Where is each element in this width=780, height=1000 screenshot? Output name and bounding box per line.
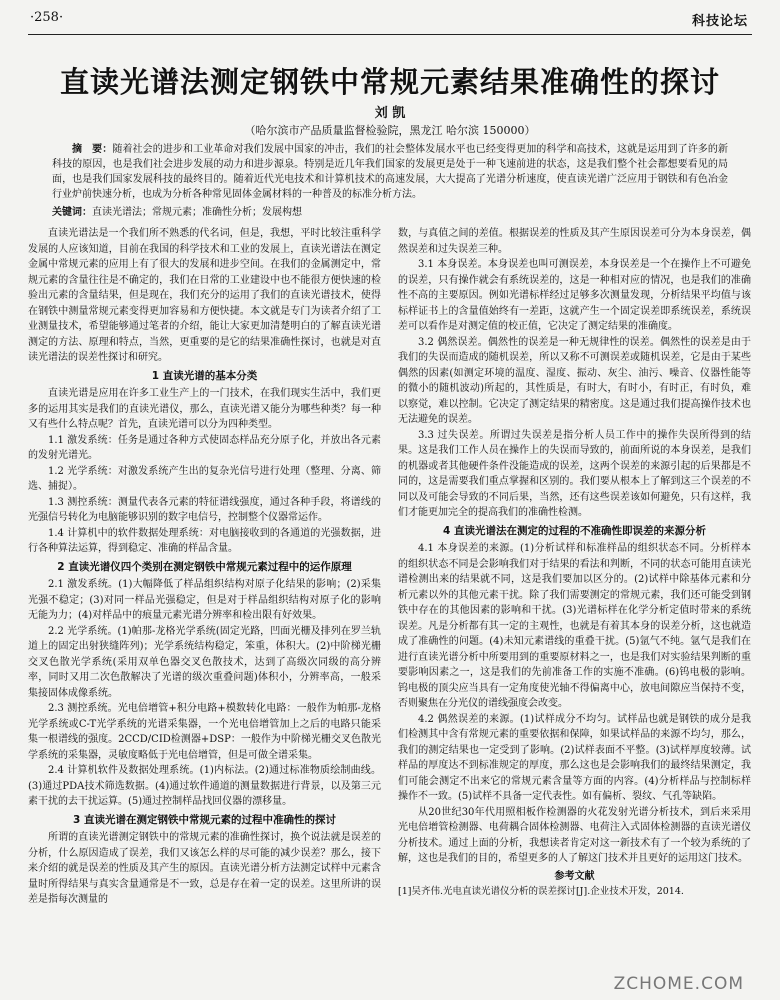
page-number: ·258· bbox=[30, 10, 64, 25]
reference-item: [1]吴齐伟.光电直读光谱仪分析的误差探讨[J].企业技术开发，2014. bbox=[398, 886, 684, 897]
body-paragraph: 数，与真值之间的差值。根据误差的性质及其产生原因误差可分为本身误差，偶然误差和过失误差三种。 bbox=[398, 228, 751, 255]
section-title: 科技论坛 bbox=[691, 14, 748, 29]
body-paragraph: 1.2 光学系统：对激发系统产生出的复杂光信号进行处理（整理、分离、筛选、捕捉）。 bbox=[28, 465, 381, 492]
body-paragraph: 1.1 激发系统：任务是通过各种方式使固态样品充分原子化，并放出各元素的发射光谱光。 bbox=[28, 434, 381, 461]
body-paragraph: 4.1 本身误差的来源。(1)分析试样和标准样品的组织状态不同。分析样本的组织状态不同是会影响我们对于结果的看法和判断，不同的状态可能用直读光谱检测出来的结果就不同，这是我们要加以区分的。(2)试样中除基体元素和分析元素以外的其他元素干扰。除了我们需要测定的常规元素，我们还可能受到钢铁中存在的其他因素的影响和干扰。(3)光谱标样在化学分析定值时带来的系统误差。凡是分析都有其一定的主观性，也就是有着其本身的误差分析，这也就造成了准确性的问题。(4)未知元素谱线的重叠干扰。(5)氩气不纯。氩气是我们在进行直读光谱分析中所要用到的重要原材料之一，也是我们对实验结果判断的重要影响因素之一，这是我们的先前准备工作的实施不准确。(6)钨电极的影响。钨电极的顶尖应当具有一定角度使光轴不得偏离中心，放电间隙应当保持不变，否则聚焦在分光仪的谱线强度会改变。 bbox=[398, 543, 751, 709]
keywords-label: 关键词： bbox=[52, 207, 92, 218]
references-heading: 参考文献 bbox=[554, 870, 595, 882]
body-paragraph: 3.1 本身误差。本身误差也叫可测误差，本身误差是一个在操作上不可避免的误差，只有操作就会有系统误差的，这是一种相对应的情况，也是我们的准确性不高的主要原因。例如光谱标样经过足够多次测量发现，分析结果平均值与该标样证书上的含量值始终有一差距，这就产生一个固定误差即系统误差，系统误差可以看作是对测定值的校正值，它决定了测定结果的准确度。 bbox=[398, 259, 751, 332]
right-column bbox=[398, 226, 751, 900]
body-paragraph: 2.4 计算机软件及数据处理系统。(1)内标法。(2)通过标准物质绘制曲线。(3)通过PDA技术筛选数据。(4)通过软件通道的测量数据进行背景，以及第三元素干扰的去干扰运算。(5)通过控制样品找回仪器的漂移量。 bbox=[28, 765, 381, 807]
section-heading: 1 直读光谱的基本分类 bbox=[151, 369, 258, 382]
body-paragraph: 所谓的直读光谱测定钢铁中的常规元素的准确性探讨，换个说法就是误差的分析，什么原因造成了误差，我们又该怎么样的尽可能的减少误差？那么，接下来介绍的就是误差的性质及其产生的原因。直读光谱分析方法测定试样中元素含量时所得结果与真实含量通常是不一致，总是存在着一定的误差。这里所讲的误差是指每次测量的 bbox=[28, 832, 381, 905]
body-paragraph: 3.3 过失误差。所谓过失误差是指分析人员工作中的操作失误所得到的结果。这是我们工作人员在操作上的失误而导致的，前面所说的本身误差，是我们的机器或者其他硬件条件没能造成的误差，这两个误差的来源引起的后果都是不同的，这是需要我们重点掌握和区别的。我们要从根本上了解到这三个误差的不同以及可能会导致的不同后果，当然，还有这些误差该如何避免，只有这样，我们才能更加完全的提高我们的准确性检测。 bbox=[398, 429, 751, 518]
abstract-text: 随着社会的进步和工业革命对我们发展中国家的冲击，我们的社会整体发展水平也已经变得更加的科学和高技术，这就是运用到了许多的新科技的原因，也是我们社会进步发展的动力和进步源泉。特别是近几年我们国家的发展更是处于一种飞速前进的状态，这是我们整个社会都想要看见的局面，也是我们国家发展科技的最终目的。随着近代光电技术和计算机技术的高速发展，大大提高了光谱分析速度，使直读光谱广泛应用于钢铁和有色冶金行业炉前快速分析，也成为分析各种常见固体金属材料的一种普及的标准分析方法。 bbox=[52, 144, 728, 200]
body-paragraph: 1.4 计算机中的软件数据处理系统：对电脑接收到的各通道的光强数据，进行各种算法运算，得到稳定、准确的样品含量。 bbox=[28, 527, 381, 554]
section-heading: 3 直读光谱在测定钢铁中常规元素的过程中准确性的探讨 bbox=[73, 813, 336, 826]
author-name: 刘 凯 bbox=[374, 106, 406, 121]
body-paragraph: 直读光谱是应用在许多工业生产上的一门技术，在我们现实生活中，我们更多的运用其实是我们的直读光谱仪，那么，直读光谱又能分为哪些种类？每一种又有些什么特点呢？首先，直读光谱可以分为四种类型。 bbox=[28, 388, 381, 430]
watermark: ZCHOME.COM bbox=[613, 974, 744, 994]
body-paragraph: 从20世纪30年代用照相板作检测器的火花发射光谱分析技术，到后来采用光电倍增管检测器、电荷耦合固体检测器、电荷注入式固体检测器的直读光谱仪分析技术。通过上面的分析，我想读者肯定对这一新技术有了一个较为系统的了解，这也是我们的目的，希望更多的人了解这门技术并且更好的运用这门技术。 bbox=[398, 806, 751, 864]
body-paragraph: 2.3 测控系统。光电倍增管+积分电路+模数转化电路：一般作为帕那-龙格光学系统或C-T光学系统的光谱采集器，一个光电倍增管加上之后的电路只能采集一根谱线的强度。2CCD/CID检测器+DSP：一般作为中阶梯光栅交叉色散光学系统的采集器，灵敏度略低于光电倍增管，但是可做全谱采集。 bbox=[28, 703, 381, 761]
section-heading: 2 直读光谱仪四个类别在测定钢铁中常规元素过程中的运作原理 bbox=[57, 560, 352, 573]
left-column bbox=[28, 226, 381, 908]
author-affiliation: （哈尔滨市产品质量监督检验院，黑龙江 哈尔滨 150000） bbox=[244, 124, 536, 137]
body-paragraph: 2.1 激发系统。(1)大幅降低了样品组织结构对原子化结果的影响；(2)采集光强不稳定；(3)对同一样品光强稳定，但是对于样品组织结构对原子化的影响无能为力；(4)对样品中的痕量元素光谱分辨率和检出限有好效果。 bbox=[28, 579, 381, 621]
article-title: 直读光谱法测定钢铁中常规元素结果准确性的探讨 bbox=[59, 65, 720, 99]
body-paragraph: 直读光谱法是一个我们所不熟悉的代名词，但是，我想，平时比较注重科学发展的人应该知道，目前在我国的科学技术和工业的发展上，直读光谱法在测定金属中常规元素的应用上有了很大的发展和进步空间。在我们的金属测定中，常规元素的含量往往是不确定的，我们在日常的工业建设中也不能很方便快速的检验出元素的含量结果，但是现在，我们充分的运用了我们的直读光谱技术，使得在钢铁中测量常规元素变得更加容易和方便快捷。本文就是专门为读者介绍了工业测量技术，希望能够通过笔者的介绍，能让大家更加清楚明白的了解直读光谱测定的方法、原理和特点，当然，更重要的是它的结果准确性探讨，也就是对直读光谱法的误差性探讨和研究。 bbox=[28, 228, 381, 363]
keywords-text: 直读光谱法；常规元素；准确性分析；发展构想 bbox=[92, 207, 302, 218]
keywords bbox=[52, 206, 728, 220]
header-rule bbox=[28, 34, 752, 35]
abstract-label: 摘 要： bbox=[72, 144, 113, 155]
abstract bbox=[52, 142, 728, 202]
body-paragraph: 2.2 光学系统。(1)帕那-龙格光学系统(固定光路，凹面光栅及排列在罗兰轨道上的固定出射狭缝阵列)；光学系统结构稳定，笨重，体积大。(2)中阶梯光栅交叉色散光学系统(采用双单色器交叉色散技术，达到了高级次同级的高分辨率，同时又用二次色散解决了光谱的级次重叠问题)体积小，分辨率高，一般采集接固体成像系统。 bbox=[28, 625, 381, 699]
body-paragraph: 1.3 测控系统：测量代表各元素的特征谱线强度，通过各种手段，将谱线的光强信号转化为电脑能够识别的数字电信号，控制整个仪器常运作。 bbox=[28, 496, 381, 523]
section-heading: 4 直读光谱法在测定的过程的不准确性即误差的来源分析 bbox=[443, 524, 706, 537]
body-paragraph: 3.2 偶然误差。偶然性的误差是一种无规律性的误差。偶然性的误差是由于我们的失误而造成的随机误差，所以又称不可测误差或随机误差，它是由于某些偶然的因素(如测定环境的温度、湿度、振动、灰尘、油污、噪音、仪器性能等的微小的随机波动)所起的，其性质是，有时大，有时小，有时正，有时负，难以察觉，难以控制。它决定了测定结果的精密度。这是通过我们提高操作技术也无法避免的误差。 bbox=[398, 336, 751, 425]
body-paragraph: 4.2 偶然误差的来源。(1)试样成分不均匀。试样品也就是钢铁的成分是我们检测其中含有常规元素的重要依据和保障，如果试样品的来源不均匀，那么，我们的测定结果也一定受到了影响。(2)试样表面不平整。(3)试样厚度较薄。试样品的厚度达不到标准规定的厚度，那么这也是会影响我们的最终结果测定，我们可能会测定不出来它的常规元素含量等方面的内容。(4)分析样品与控制标样操作不一致。(5)试样不具备一定代表性。如有偏析、裂纹、气孔等缺陷。 bbox=[398, 713, 751, 802]
